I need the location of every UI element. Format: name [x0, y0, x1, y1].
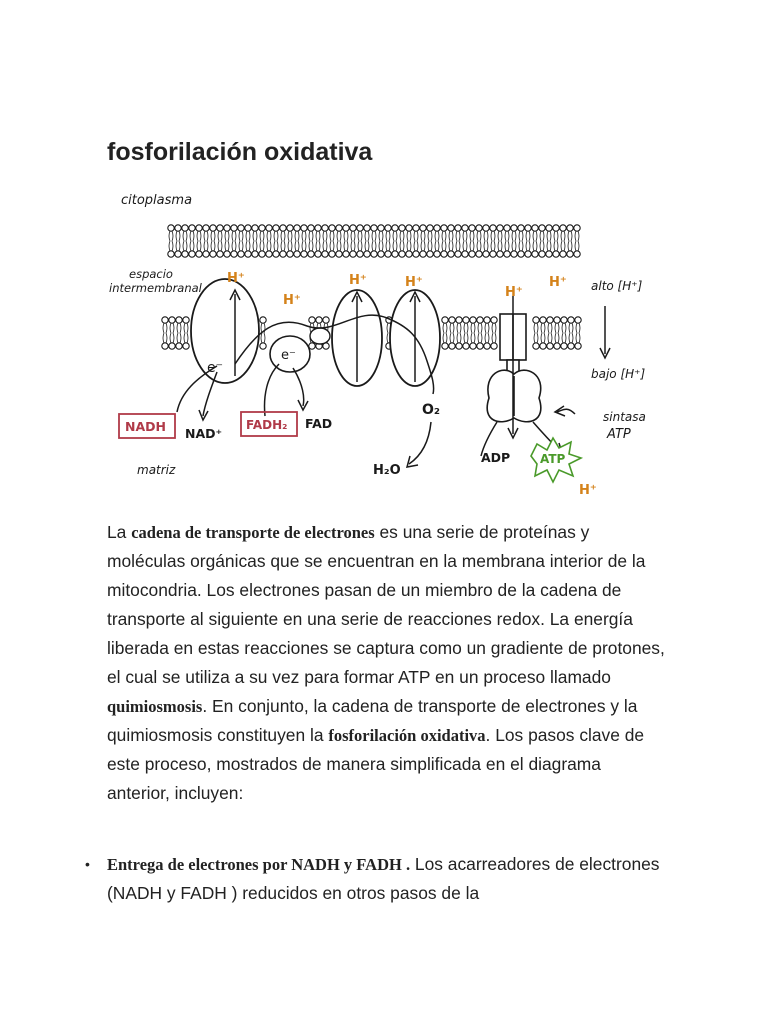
lipid-head	[183, 343, 189, 349]
lipid-head	[245, 225, 251, 231]
lipid-head	[547, 317, 553, 323]
lipid-head	[484, 317, 490, 323]
outer-membrane	[168, 225, 580, 257]
lipid-head	[210, 225, 216, 231]
lipid-head	[392, 251, 398, 257]
lipid-head	[525, 251, 531, 257]
lipid-head	[273, 251, 279, 257]
lipid-head	[169, 317, 175, 323]
lipid-tail	[554, 231, 558, 251]
lipid-head	[427, 225, 433, 231]
lipid-tail	[569, 323, 573, 343]
intro-text: La	[107, 522, 132, 542]
lipid-head	[532, 225, 538, 231]
lipid-head	[568, 317, 574, 323]
lipid-tail	[169, 231, 173, 251]
lipid-head	[477, 343, 483, 349]
electron-label: e⁻	[281, 348, 296, 363]
atp-burst-label: ATP	[540, 452, 566, 466]
intro-text: . Los pasos clave de este proceso, mostrados de manera simplificada en el diagrama anterior, incluyen:	[107, 725, 645, 803]
lipid-head	[252, 225, 258, 231]
lipid-tail	[456, 231, 460, 251]
lipid-head	[470, 343, 476, 349]
lipid-tail	[267, 231, 271, 251]
lipid-head	[399, 251, 405, 257]
page-title: fosforilación oxidativa	[107, 138, 373, 166]
lipid-head	[315, 251, 321, 257]
lipid-tail	[491, 231, 495, 251]
lipid-tail	[163, 323, 167, 343]
lipid-head	[511, 251, 517, 257]
ubiquinone	[310, 328, 330, 344]
lipid-tail	[190, 231, 194, 251]
lipid-head	[357, 251, 363, 257]
lipid-head	[329, 251, 335, 257]
lipid-head	[315, 225, 321, 231]
oxidative-phosphorylation-diagram	[107, 186, 663, 502]
lipid-tail	[183, 231, 187, 251]
lipid-tail	[442, 231, 446, 251]
lipid-head	[553, 251, 559, 257]
lipid-head	[413, 251, 419, 257]
label-espacio: espacio	[129, 267, 173, 281]
lipid-tail	[541, 323, 545, 343]
label-sintasa: sintasa	[603, 410, 646, 424]
lipid-head	[238, 225, 244, 231]
lipid-tail	[547, 231, 551, 251]
lipid-tail	[562, 323, 566, 343]
lipid-head	[189, 251, 195, 257]
hplus-label: H⁺	[227, 271, 245, 286]
lipid-head	[434, 225, 440, 231]
lipid-head	[491, 317, 497, 323]
lipid-tail	[260, 231, 264, 251]
lipid-head	[553, 225, 559, 231]
lipid-tail	[505, 231, 509, 251]
lipid-tail	[471, 323, 475, 343]
hplus-label: H⁺	[505, 285, 523, 300]
lipid-head	[329, 225, 335, 231]
lipid-head	[462, 225, 468, 231]
lipid-head	[224, 251, 230, 257]
hplus-label: H⁺	[283, 293, 301, 308]
lipid-head	[182, 251, 188, 257]
lipid-tail	[478, 323, 482, 343]
lipid-tail	[457, 323, 461, 343]
atp-synthase	[487, 314, 541, 422]
lipid-head	[182, 225, 188, 231]
lipid-tail	[295, 231, 299, 251]
lipid-head	[260, 317, 266, 323]
lipid-tail	[498, 231, 502, 251]
label-citoplasma: citoplasma	[121, 193, 193, 208]
lipid-tail	[330, 231, 334, 251]
lipid-tail	[470, 231, 474, 251]
key-steps-list	[85, 850, 667, 908]
lipid-tail	[316, 231, 320, 251]
lipid-head	[491, 343, 497, 349]
lipid-head	[203, 251, 209, 257]
lipid-head	[554, 317, 560, 323]
adp-label: ADP	[481, 450, 511, 465]
lipid-head	[259, 225, 265, 231]
intro-text: es una serie de proteínas y moléculas orgánicas que se encuentran en la membrana interior de la mitocondria. Los electrones pasan de un miembro de la cadena de transporte al siguiente en una serie de reacciones redox. La energía liberada en estas reacciones se captura como un gradiente de protones, el cual se utiliza a su vez para formar ATP en un proceso llamado	[107, 522, 665, 687]
lipid-head	[294, 251, 300, 257]
lipid-head	[455, 251, 461, 257]
lipid-head	[322, 251, 328, 257]
lipid-head	[533, 317, 539, 323]
lipid-head	[540, 343, 546, 349]
lipid-head	[168, 225, 174, 231]
lipid-tail	[218, 231, 222, 251]
lipid-tail	[533, 231, 537, 251]
term-cadena-transporte: cadena de transporte de electrones	[131, 523, 375, 542]
hplus-label: H⁺	[405, 275, 423, 290]
lipid-head	[484, 343, 490, 349]
lipid-tail	[344, 231, 348, 251]
lipid-tail	[386, 231, 390, 251]
lipid-head	[560, 251, 566, 257]
fadh2-label: FADH₂	[246, 418, 288, 432]
label-matriz: matriz	[137, 463, 176, 477]
lipid-head	[336, 251, 342, 257]
lipid-head	[245, 251, 251, 257]
lipid-tail	[561, 231, 565, 251]
lipid-tail	[337, 231, 341, 251]
lipid-head	[203, 225, 209, 231]
lipid-tail	[421, 231, 425, 251]
lipid-tail	[246, 231, 250, 251]
lipid-head	[162, 317, 168, 323]
lipid-head	[309, 317, 315, 323]
lipid-head	[259, 251, 265, 257]
lipid-head	[385, 251, 391, 257]
lipid-head	[469, 225, 475, 231]
lipid-tail	[170, 323, 174, 343]
lipid-head	[560, 225, 566, 231]
lipid-head	[323, 317, 329, 323]
lipid-head	[532, 251, 538, 257]
lipid-head	[540, 317, 546, 323]
electron-label: e⁻	[207, 360, 224, 376]
o2-label: O₂	[422, 402, 441, 418]
lipid-tail	[443, 323, 447, 343]
lipid-tail	[512, 231, 516, 251]
lipid-head	[547, 343, 553, 349]
lipid-tail	[225, 231, 229, 251]
lipid-tail	[365, 231, 369, 251]
lipid-head	[364, 251, 370, 257]
lipid-head	[441, 225, 447, 231]
lipid-head	[504, 225, 510, 231]
lipid-head	[196, 251, 202, 257]
lipid-head	[183, 317, 189, 323]
lipid-head	[273, 225, 279, 231]
lipid-tail	[184, 323, 188, 343]
fad-label: FAD	[305, 416, 333, 431]
lipid-head	[463, 317, 469, 323]
lipid-head	[316, 317, 322, 323]
lipid-head	[575, 343, 581, 349]
lipid-head	[448, 225, 454, 231]
lipid-head	[336, 225, 342, 231]
lipid-head	[518, 225, 524, 231]
lipid-head	[406, 251, 412, 257]
nadh-label: NADH	[125, 419, 166, 434]
lipid-head	[217, 251, 223, 257]
lipid-head	[455, 225, 461, 231]
lipid-tail	[519, 231, 523, 251]
lipid-head	[434, 251, 440, 257]
nad-label: NAD⁺	[185, 426, 223, 441]
lipid-head	[266, 251, 272, 257]
lipid-head	[399, 225, 405, 231]
lipid-head	[567, 251, 573, 257]
lipid-head	[574, 251, 580, 257]
lipid-head	[260, 343, 266, 349]
lipid-tail	[372, 231, 376, 251]
intro-paragraph	[107, 518, 667, 808]
lipid-head	[385, 225, 391, 231]
lipid-head	[574, 225, 580, 231]
label-atp-word: ATP	[607, 427, 631, 442]
intro-text: . En conjunto, la cadena de transporte de electrones y la quimiosmosis constituyen la	[107, 696, 638, 745]
lipid-tail	[211, 231, 215, 251]
lipid-head	[231, 251, 237, 257]
lipid-head	[217, 225, 223, 231]
lipid-tail	[393, 231, 397, 251]
lipid-head	[470, 317, 476, 323]
lipid-tail	[253, 231, 257, 251]
lipid-head	[483, 225, 489, 231]
lipid-head	[392, 225, 398, 231]
lipid-head	[176, 317, 182, 323]
lipid-head	[308, 225, 314, 231]
lipid-head	[343, 251, 349, 257]
label-bajo: bajo [H⁺]	[591, 367, 646, 381]
lipid-head	[280, 251, 286, 257]
lipid-head	[252, 251, 258, 257]
lipid-head	[539, 225, 545, 231]
lipid-head	[322, 225, 328, 231]
lipid-tail	[309, 231, 313, 251]
term-quimiosmosis: quimiosmosis	[107, 697, 203, 716]
lipid-head	[406, 225, 412, 231]
lipid-tail	[492, 323, 496, 343]
lipid-head	[301, 251, 307, 257]
lipid-head	[427, 251, 433, 257]
lipid-tail	[484, 231, 488, 251]
lipid-tail	[576, 323, 580, 343]
lipid-head	[308, 251, 314, 257]
lipid-tail	[464, 323, 468, 343]
lipid-head	[546, 251, 552, 257]
lipid-head	[175, 251, 181, 257]
lipid-head	[511, 225, 517, 231]
lipid-tail	[526, 231, 530, 251]
lipid-head	[169, 343, 175, 349]
lipid-head	[525, 225, 531, 231]
lipid-tail	[358, 231, 362, 251]
lipid-head	[294, 225, 300, 231]
lipid-tail	[575, 231, 579, 251]
lipid-tail	[568, 231, 572, 251]
bullet-text: Los acarreadores de electrones (NADH y FADH ) reducidos en otros pasos de la	[107, 854, 660, 903]
lipid-tail	[274, 231, 278, 251]
lipid-tail	[400, 231, 404, 251]
lipid-head	[378, 225, 384, 231]
lipid-head	[301, 225, 307, 231]
lipid-head	[575, 317, 581, 323]
lipid-head	[371, 225, 377, 231]
lipid-head	[442, 317, 448, 323]
lipid-tail	[288, 231, 292, 251]
label-intermembranal: intermembranal	[109, 281, 202, 295]
lipid-head	[490, 251, 496, 257]
term-fosforilacion: fosforilación oxidativa	[328, 726, 486, 745]
lipid-tail	[204, 231, 208, 251]
lipid-head	[371, 251, 377, 257]
lipid-head	[231, 225, 237, 231]
lipid-tail	[555, 323, 559, 343]
lipid-head	[287, 225, 293, 231]
lipid-head	[196, 225, 202, 231]
lipid-head	[364, 225, 370, 231]
lipid-tail	[177, 323, 181, 343]
lipid-head	[469, 251, 475, 257]
lipid-head	[476, 225, 482, 231]
lipid-head	[449, 317, 455, 323]
lipid-tail	[281, 231, 285, 251]
hplus-label: H⁺	[549, 275, 567, 290]
lipid-head	[210, 251, 216, 257]
lipid-head	[442, 343, 448, 349]
lipid-tail	[485, 323, 489, 343]
lipid-head	[518, 251, 524, 257]
lipid-tail	[414, 231, 418, 251]
lipid-tail	[197, 231, 201, 251]
lipid-tail	[435, 231, 439, 251]
lipid-tail	[302, 231, 306, 251]
lipid-head	[462, 251, 468, 257]
lipid-head	[413, 225, 419, 231]
lipid-head	[357, 225, 363, 231]
h2o-label: H₂O	[373, 463, 401, 478]
lipid-head	[477, 317, 483, 323]
lipid-head	[189, 225, 195, 231]
lipid-head	[238, 251, 244, 257]
lipid-tail	[232, 231, 236, 251]
lipid-tail	[323, 231, 327, 251]
lipid-head	[456, 343, 462, 349]
lipid-head	[420, 225, 426, 231]
lipid-head	[561, 317, 567, 323]
lipid-tail	[540, 231, 544, 251]
lipid-head	[567, 225, 573, 231]
lipid-head	[449, 343, 455, 349]
lipid-tail	[450, 323, 454, 343]
lipid-head	[266, 225, 272, 231]
lipid-tail	[548, 323, 552, 343]
lipid-head	[533, 343, 539, 349]
lipid-head	[546, 225, 552, 231]
lipid-head	[280, 225, 286, 231]
lipid-tail	[351, 231, 355, 251]
hplus-label: H⁺	[579, 483, 597, 498]
lipid-head	[168, 251, 174, 257]
lipid-head	[561, 343, 567, 349]
list-item	[85, 850, 667, 908]
lipid-head	[463, 343, 469, 349]
lipid-head	[568, 343, 574, 349]
lipid-head	[175, 225, 181, 231]
lipid-head	[539, 251, 545, 257]
lipid-head	[441, 251, 447, 257]
lipid-tail	[534, 323, 538, 343]
lipid-head	[490, 225, 496, 231]
lipid-head	[420, 251, 426, 257]
lipid-head	[287, 251, 293, 257]
lipid-head	[476, 251, 482, 257]
lipid-head	[448, 251, 454, 257]
lipid-head	[343, 225, 349, 231]
lipid-tail	[428, 231, 432, 251]
lipid-tail	[407, 231, 411, 251]
label-alto: alto [H⁺]	[591, 279, 643, 293]
hplus-label: H⁺	[349, 273, 367, 288]
lipid-head	[176, 343, 182, 349]
lipid-head	[162, 343, 168, 349]
lipid-head	[456, 317, 462, 323]
lipid-head	[224, 225, 230, 231]
lipid-tail	[176, 231, 180, 251]
lipid-head	[350, 225, 356, 231]
lipid-head	[554, 343, 560, 349]
lipid-head	[378, 251, 384, 257]
lipid-tail	[449, 231, 453, 251]
lipid-tail	[477, 231, 481, 251]
lipid-head	[497, 251, 503, 257]
lipid-head	[350, 251, 356, 257]
lipid-tail	[463, 231, 467, 251]
lipid-tail	[239, 231, 243, 251]
lipid-head	[504, 251, 510, 257]
bullet-marker: •	[85, 856, 90, 872]
lipid-head	[497, 225, 503, 231]
lipid-tail	[379, 231, 383, 251]
lipid-head	[483, 251, 489, 257]
bullet-heading: Entrega de electrones por NADH y FADH .	[107, 855, 411, 874]
